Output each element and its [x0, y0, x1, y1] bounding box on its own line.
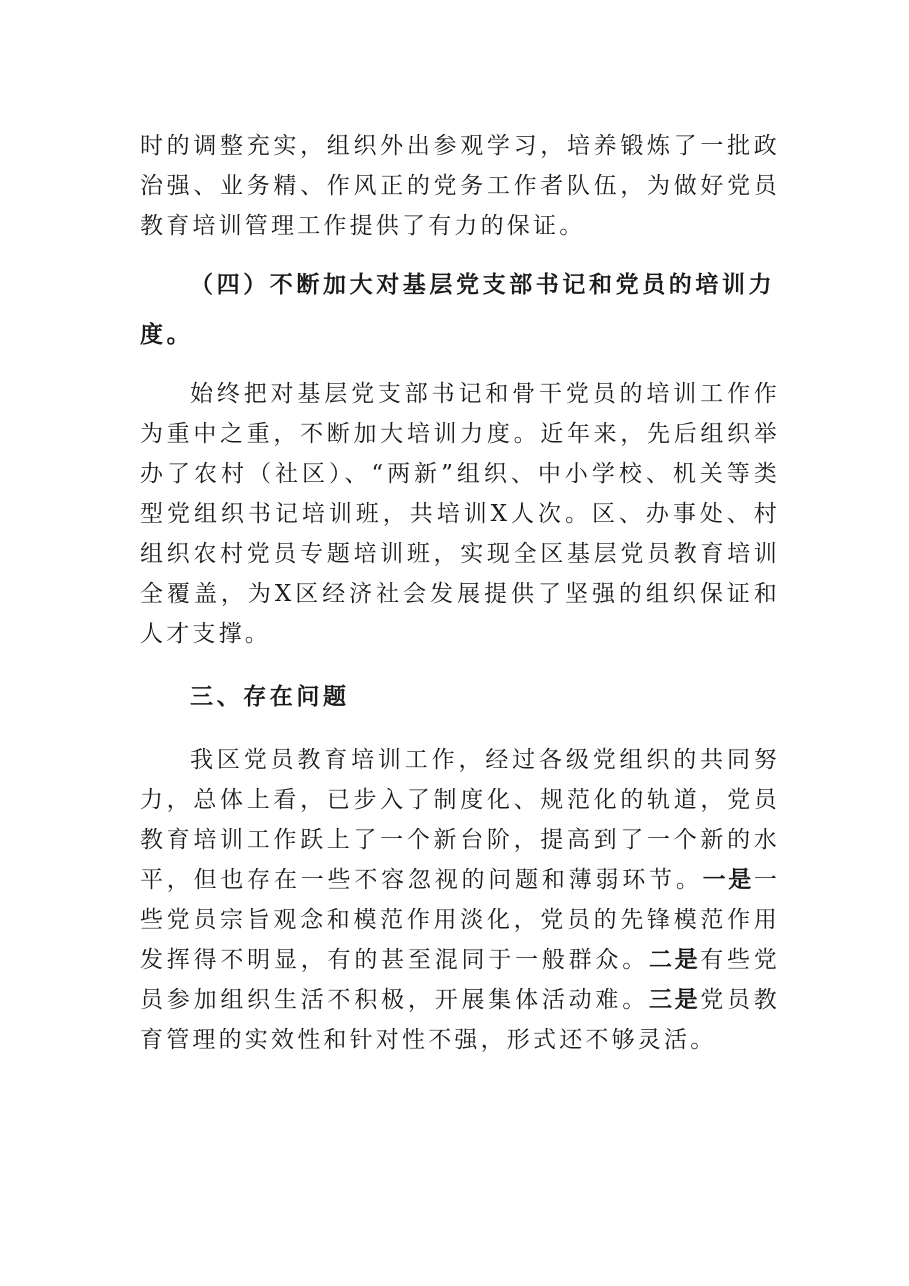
section-heading-4: （四）不断加大对基层党支部书记和党员的培训力度。 [140, 272, 776, 348]
point-1-text: 一些党员宗旨观念和模范作用淡化，党员的先锋模范作用发挥得不明显，有的甚至混同于一般群众。 [140, 867, 781, 973]
point-2-label: 二是 [649, 947, 701, 973]
point-3-text: 党员教育管理的实效性和针对性不强，形式还不够灵活。 [140, 987, 780, 1053]
paragraph-continuation: 时的调整充实，组织外出参观学习，培养锻炼了一批政治强、业务精、作风正的党务工作者队伍，为做好党员教育培训管理工作提供了有力的保证。 [140, 133, 780, 239]
point-2-text: 有些党员参加组织生活不积极，开展集体活动难。 [140, 947, 780, 1013]
document-page [140, 126, 780, 1060]
paragraph-problems [140, 740, 780, 1060]
problems-intro: 我区党员教育培训工作，经过各级党组织的共同努力，总体上看，已步入了制度化、规范化的轨道，党员教育培训工作跃上了一个新台阶，提高到了一个新的水平，但也存在一些不容忽视的问题和薄弱环节。 [140, 747, 780, 893]
point-3-label: 三是 [649, 987, 701, 1013]
point-1-label: 一是 [702, 867, 754, 893]
section-heading-3: 三、存在问题 [190, 684, 350, 710]
paragraph-training: 始终把对基层党支部书记和骨干党员的培训工作作为重中之重，不断加大培训力度。近年来，先后组织举办了农村（社区）、“两新”组织、中小学校、机关等类型党组织书记培训班，共培训X人次。区、办事处、村组织农村党员专题培训班，实现全区基层党员教育培训全覆盖，为X区经济社会发展提供了坚强的组织保证和人才支撑。 [140, 381, 780, 647]
